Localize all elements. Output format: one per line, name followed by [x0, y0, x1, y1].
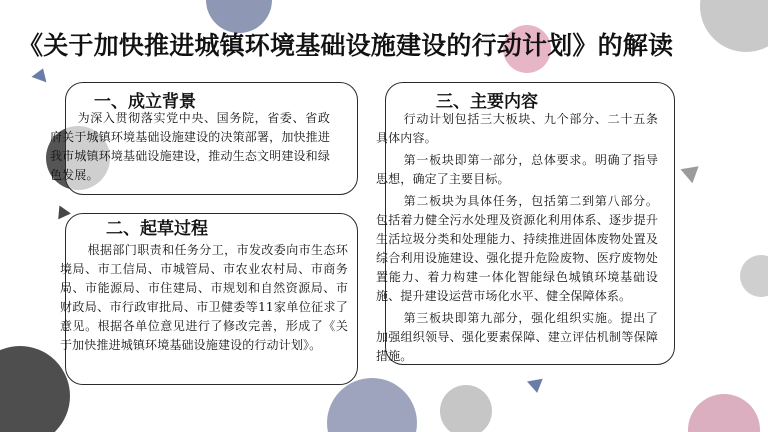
page-title: 《关于加快推进城镇环境基础设施建设的行动计划》的解读: [18, 31, 674, 60]
section-body: [50, 109, 330, 185]
section-body: [60, 241, 348, 355]
section-heading: 二、起草过程: [106, 219, 208, 239]
section-background-box: [50, 82, 358, 195]
section-paragraph: 第一板块即第一部分，总体要求。明确了指导思想，确定了主要目标。: [376, 153, 658, 186]
decor-triangle-blue-bottom: [527, 379, 545, 395]
section-paragraph: 第二板块为具体任务，包括第二到第八部分。包括着力健全污水处理及资源化利用体系、逐步提升生活垃圾分类和处理能力、持续推进固体废物处置及综合利用设施建设、强化提升危险废物、医疗废物处置能力、着力构建一体化智能绿色城镇环境基础设施、提升建设运营市场化水平、健全保障体系。: [376, 194, 658, 303]
section-content-box: [376, 82, 675, 365]
decor-triangle-dark: [53, 203, 71, 220]
section-heading: 一、成立背景: [94, 92, 196, 112]
section-paragraph: 为深入贯彻落实党中央、国务院，省委、省政府关于城镇环境基础设施建设的决策部署，加快推进我市城镇环境基础设施建设，推动生态文明建设和绿色发展。: [50, 111, 330, 182]
section-drafting-box: [60, 213, 358, 385]
decor-circle-bottom-grey: [440, 385, 492, 432]
decor-triangle-blue: [31, 66, 50, 83]
decor-circle-bottom-pink: [688, 394, 760, 432]
decor-circle-right-grey: [740, 255, 768, 297]
section-body: [376, 110, 658, 366]
decor-circle-bottom-blue: [327, 378, 417, 432]
decor-triangle-grey: [677, 161, 698, 183]
section-paragraph: 根据部门职责和任务分工，市发改委向市生态环境局、市工信局、市城管局、市农业农村局、市商务局、市能源局、市住建局、市规划和自然资源局、市财政局、市行政审批局、市卫健委等11家单位征求了意见。根据各单位意见进行了修改完善，形成了《关于加快推进城镇环境基础设施建设的行动计划》。: [60, 243, 348, 352]
section-paragraph: 行动计划包括三大板块、九个部分、二十五条具体内容。: [376, 112, 658, 145]
section-heading: 三、主要内容: [436, 92, 538, 112]
decor-circle-bottom-dark: [0, 346, 70, 432]
section-paragraph: 第三板块即第九部分，强化组织实施。提出了加强组织领导、强化要素保障、建立评估机制等保障措施。: [376, 311, 658, 363]
